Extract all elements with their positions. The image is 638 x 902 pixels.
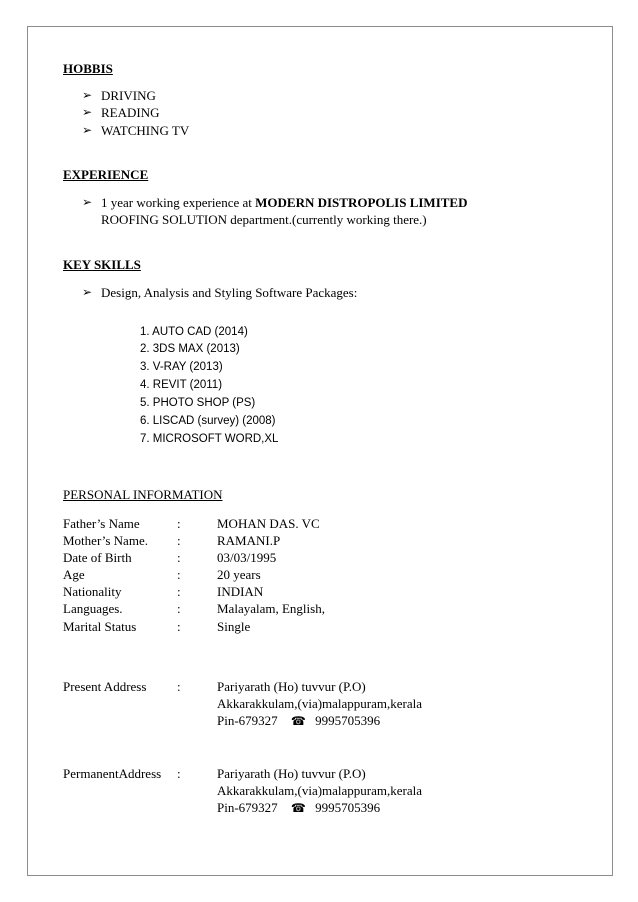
info-label: Father’s Name [63, 516, 140, 531]
arrow-bullet-icon: ➢ [82, 285, 93, 299]
info-value: RAMANI.P [217, 533, 281, 548]
address-line-2: Akkarakkulam,(via)malappuram,kerala [217, 783, 423, 798]
phone-icon: ☎ [290, 801, 306, 815]
skill-item: 2. 3DS MAX (2013) [140, 343, 240, 355]
address-pin-line [217, 713, 380, 729]
info-value: 03/03/1995 [217, 550, 277, 565]
info-label: Marital Status [63, 619, 137, 634]
info-colon: : [177, 766, 181, 781]
skills-bullet: Design, Analysis and Styling Software Packages: [101, 285, 358, 300]
skill-item: 5. PHOTO SHOP (PS) [140, 397, 256, 409]
info-colon: : [177, 584, 181, 599]
skill-item: 4. REVIT (2011) [140, 379, 223, 391]
address-line-1: Pariyarath (Ho) tuvvur (P.O) [217, 679, 366, 694]
info-colon: : [177, 567, 181, 582]
info-label: Present Address [63, 679, 147, 694]
info-value: Single [217, 619, 251, 634]
address-line-1: Pariyarath (Ho) tuvvur (P.O) [217, 766, 366, 781]
address-line-2: Akkarakkulam,(via)malappuram,kerala [217, 696, 423, 711]
info-colon: : [177, 533, 181, 548]
phone-icon: ☎ [290, 714, 306, 728]
info-label: Age [63, 567, 85, 582]
info-label: Mother’s Name. [63, 533, 148, 548]
arrow-bullet-icon: ➢ [82, 123, 93, 137]
info-label: Nationality [63, 584, 122, 599]
info-colon: : [177, 516, 181, 531]
hobby-item: READING [101, 105, 160, 120]
phone-number: 9995705396 [315, 713, 381, 728]
info-colon: : [177, 550, 181, 565]
address-pin-line [217, 800, 380, 816]
arrow-bullet-icon: ➢ [82, 105, 93, 119]
experience-line-2: ROOFING SOLUTION department.(currently working there.) [101, 212, 427, 227]
info-value: 20 years [217, 567, 261, 582]
info-label: Languages. [63, 601, 123, 616]
pin-code: Pin-679327 [217, 713, 278, 728]
skill-item: 6. LISCAD (survey) (2008) [140, 415, 276, 427]
experience-line-1 [101, 195, 468, 211]
info-colon: : [177, 679, 181, 694]
info-value: Malayalam, English, [217, 601, 325, 616]
personal-info-heading: PERSONAL INFORMATION [63, 487, 223, 502]
page-border [27, 26, 613, 876]
hobbies-heading: HOBBIS [63, 61, 113, 76]
hobby-item: WATCHING TV [101, 123, 190, 138]
phone-number: 9995705396 [315, 800, 381, 815]
info-colon: : [177, 601, 181, 616]
arrow-bullet-icon: ➢ [82, 195, 93, 209]
info-value: MOHAN DAS. VC [217, 516, 320, 531]
key-skills-heading: KEY SKILLS [63, 257, 141, 272]
info-value: INDIAN [217, 584, 264, 599]
hobby-item: DRIVING [101, 88, 156, 103]
pin-code: Pin-679327 [217, 800, 278, 815]
skill-item: 7. MICROSOFT WORD,XL [140, 433, 279, 445]
skill-item: 1. AUTO CAD (2014) [140, 326, 248, 338]
info-colon: : [177, 619, 181, 634]
experience-heading: EXPERIENCE [63, 167, 149, 182]
info-label: PermanentAddress [63, 766, 162, 781]
experience-text: 1 year working experience at [101, 195, 256, 210]
skill-item: 3. V-RAY (2013) [140, 361, 223, 373]
info-label: Date of Birth [63, 550, 132, 565]
arrow-bullet-icon: ➢ [82, 88, 93, 102]
company-name: MODERN DISTROPOLIS LIMITED [255, 195, 468, 210]
